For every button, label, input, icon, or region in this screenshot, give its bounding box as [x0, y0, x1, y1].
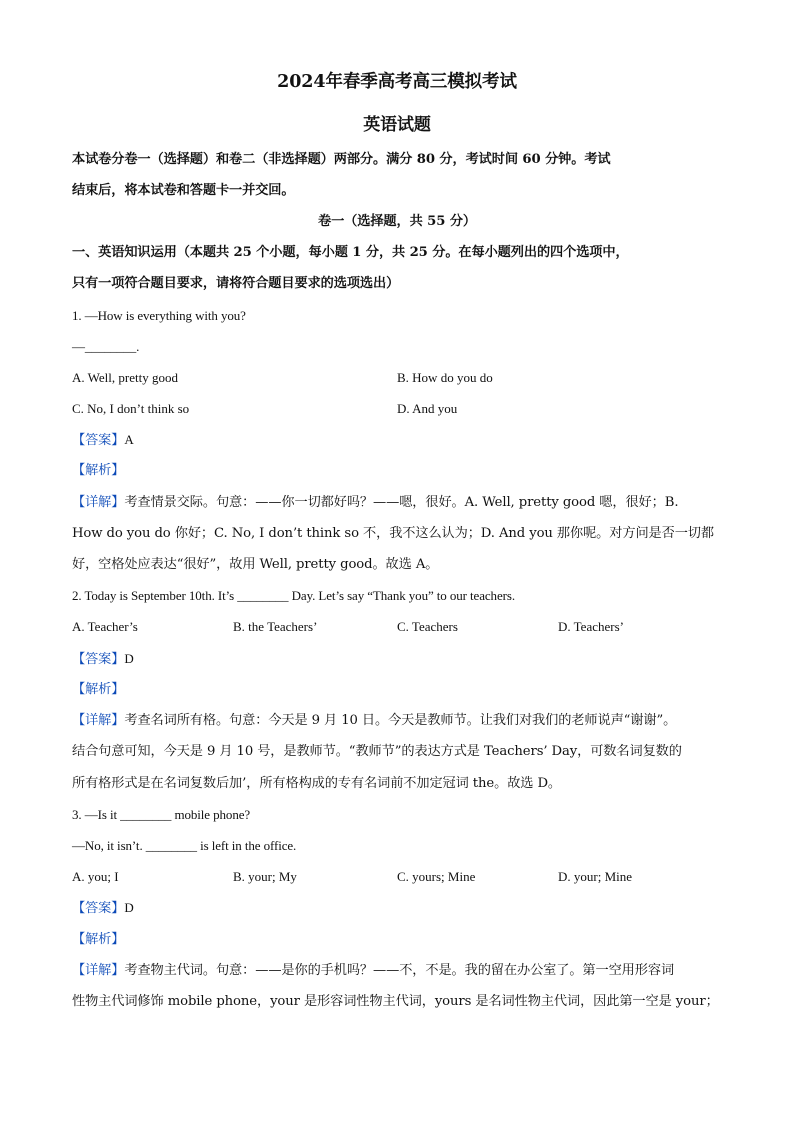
q2-option-d: D. Teachers’ — [558, 619, 624, 634]
q1-detail-line-3: 好，空格处应表达“很好”，故用 Well, pretty good。故选 A。 — [72, 557, 439, 572]
q2-option-a: A. Teacher’s — [72, 619, 138, 634]
q1-detail-text-1: 考查情景交际。句意：——你一切都好吗？——嗯，很好。A. Well, pretty good 嗯，很好；B. — [124, 495, 679, 510]
q1-detail-line-2: How do you do 你好；C. No, I don’t think so 不，我不这么认为；D. And you 那你呢。对方问是否一切都 — [72, 526, 714, 541]
q2-option-b: B. the Teachers’ — [233, 619, 318, 634]
q3-detail-line-2: 性物主代词修饰 mobile phone，your 是形容词性物主代词，yours 是名词性物主代词，因此第一空是 your； — [72, 994, 719, 1009]
q3-detail-text-1: 考查物主代词。句意：——是你的手机吗？——不，不是。我的留在办公室了。第一空用形容词 — [124, 963, 675, 978]
q2-stem: 2. Today is September 10th. It’s ________ Day. Let’s say “Thank you” to our teachers. — [72, 588, 515, 603]
detail-label: 【详解】 — [72, 963, 125, 978]
q3-option-c: C. yours; Mine — [397, 869, 476, 884]
q2-detail-line-2: 结合句意可知，今天是 9 月 10 号，是教师节。“教师节”的表达方式是 Teachers’ Day，可数名词复数的 — [72, 744, 682, 759]
q3-analysis — [72, 930, 722, 950]
section-title: 卷一（选择题，共 55 分） — [317, 214, 476, 229]
q2-answer — [72, 649, 722, 670]
q3-answer — [72, 898, 722, 919]
instructions-line-1: 本试卷分卷一（选择题）和卷二（非选择题）两部分。满分 80 分，考试时间 60 分钟。考试 — [72, 152, 611, 167]
q2-answer-value: D — [124, 651, 134, 666]
exam-title: 2024年春季高考高三模拟考试 — [277, 72, 517, 92]
q1-answer-value: A — [124, 432, 134, 447]
q1-option-b: B. How do you do — [397, 370, 493, 385]
q3-option-d: D. your; Mine — [558, 869, 633, 884]
q1-option-a: A. Well, pretty good — [72, 370, 178, 385]
q3-detail-line-1 — [72, 961, 722, 981]
analysis-label: 【解析】 — [72, 932, 125, 947]
q1-option-d: D. And you — [397, 401, 458, 416]
q1-reply: —________. — [72, 339, 140, 354]
q3-option-a: A. you; I — [72, 869, 119, 884]
q1-option-c: C. No, I don’t think so — [72, 401, 190, 416]
part1-heading-line-1: 一、英语知识运用（本题共 25 个小题，每小题 1 分，共 25 分。在每小题列出的四个选项中， — [72, 245, 629, 260]
q3-option-b: B. your; My — [233, 869, 297, 884]
instructions-line-2: 结束后，将本试卷和答题卡一并交回。 — [72, 183, 295, 198]
q1-answer — [72, 430, 722, 451]
q2-detail-line-1 — [72, 711, 722, 731]
q1-detail-line-1 — [72, 493, 722, 513]
q2-option-c: C. Teachers — [397, 619, 458, 634]
answer-label: 【答案】 — [72, 901, 125, 916]
exam-subtitle: 英语试题 — [363, 115, 431, 135]
part1-heading-line-2: 只有一项符合题目要求，请将符合题目要求的选项选出） — [72, 276, 400, 291]
answer-label: 【答案】 — [72, 652, 125, 667]
q2-analysis — [72, 680, 722, 700]
analysis-label: 【解析】 — [72, 682, 125, 697]
q3-reply: —No, it isn’t. ________ is left in the office. — [72, 838, 297, 853]
q3-stem: 3. —Is it ________ mobile phone? — [72, 807, 251, 822]
detail-label: 【详解】 — [72, 495, 125, 510]
detail-label: 【详解】 — [72, 713, 125, 728]
q1-stem: 1. —How is everything with you? — [72, 308, 246, 323]
q2-detail-line-3: 所有格形式是在名词复数后加’，所有格构成的专有名词前不加定冠词 the。故选 D。 — [72, 776, 562, 791]
q2-detail-text-1: 考查名词所有格。句意：今天是 9 月 10 日。今天是教师节。让我们对我们的老师说声“谢谢”。 — [124, 713, 677, 728]
answer-label: 【答案】 — [72, 433, 125, 448]
q3-answer-value: D — [124, 900, 134, 915]
analysis-label: 【解析】 — [72, 463, 125, 478]
q1-analysis — [72, 461, 722, 481]
